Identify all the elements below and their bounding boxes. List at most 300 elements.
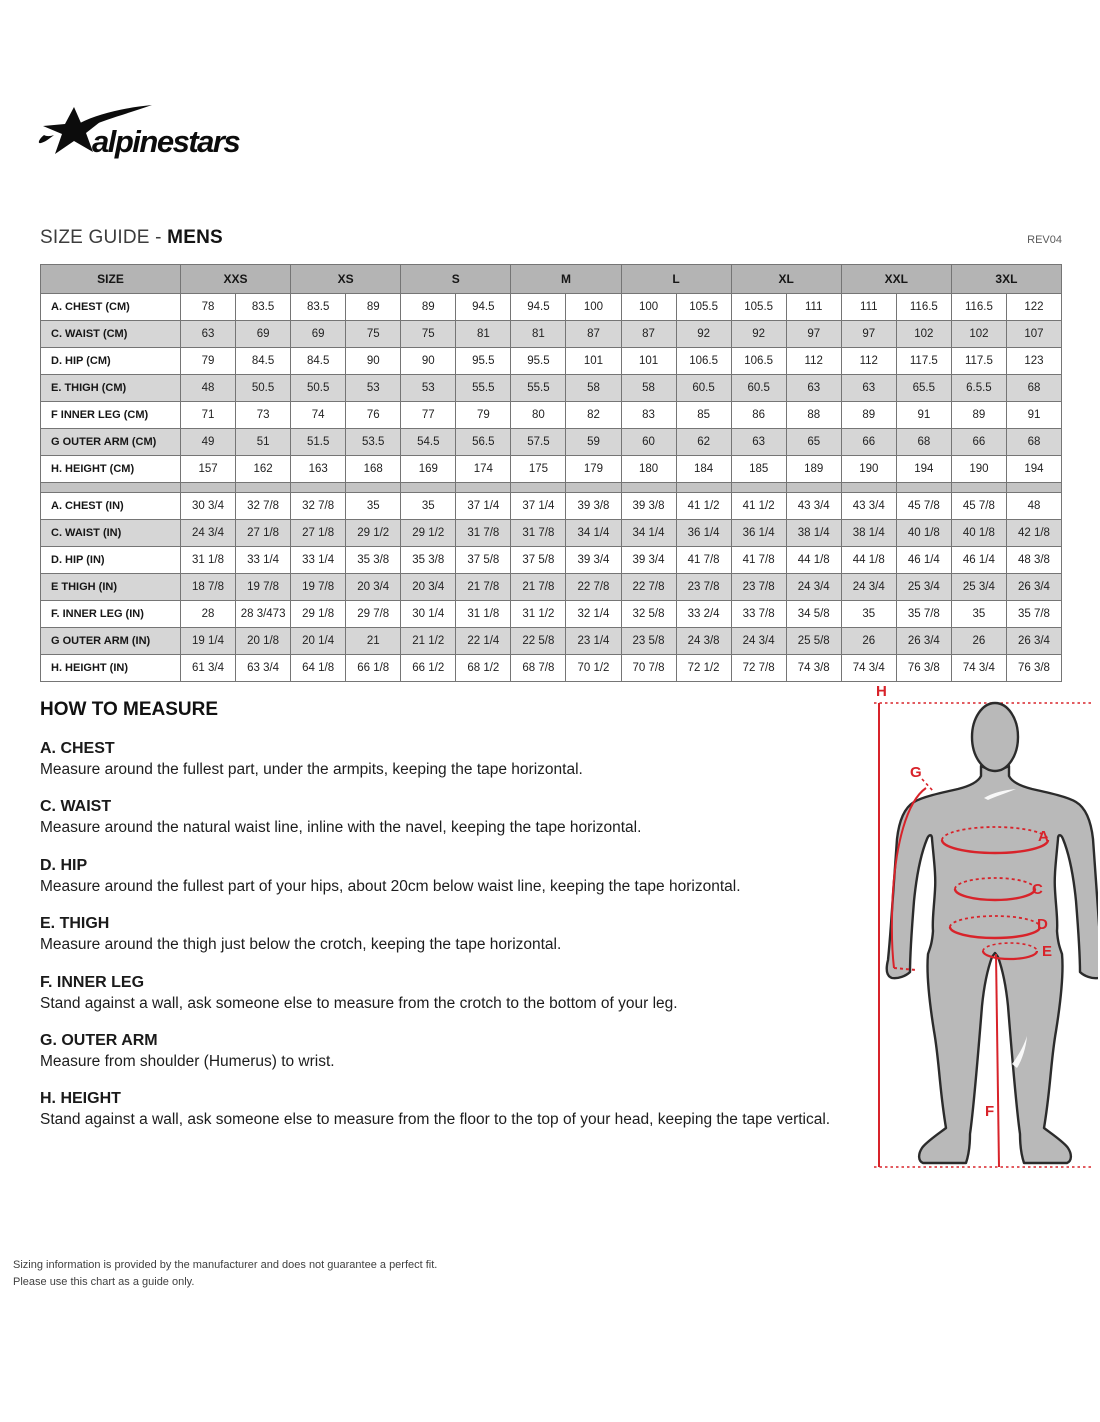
measure-item-inner-leg [40, 974, 845, 1013]
row-label: D. HIP (IN) [41, 547, 181, 574]
size-value-cell: 21 1/2 [401, 628, 456, 655]
size-value-cell: 83 [621, 402, 676, 429]
size-value-cell: 101 [621, 348, 676, 375]
size-value-cell: 46 1/4 [951, 547, 1006, 574]
size-value-cell: 92 [676, 321, 731, 348]
size-value-cell: 66 [841, 429, 896, 456]
size-value-cell: 112 [786, 348, 841, 375]
size-value-cell: 89 [951, 402, 1006, 429]
size-value-cell: 32 7/8 [291, 493, 346, 520]
size-value-cell: 70 7/8 [621, 655, 676, 682]
size-value-cell: 20 3/4 [346, 574, 401, 601]
size-value-cell: 66 [951, 429, 1006, 456]
how-to-measure-list [40, 740, 845, 1149]
size-value-cell: 24 3/4 [181, 520, 236, 547]
size-value-cell: 25 3/4 [951, 574, 1006, 601]
size-value-cell: 83.5 [291, 294, 346, 321]
size-value-cell: 84.5 [236, 348, 291, 375]
size-value-cell: 33 1/4 [291, 547, 346, 574]
size-value-cell: 77 [401, 402, 456, 429]
size-value-cell: 179 [566, 456, 621, 483]
how-to-measure-heading: HOW TO MEASURE [40, 699, 219, 720]
size-value-cell: 189 [786, 456, 841, 483]
size-value-cell: 88 [786, 402, 841, 429]
disclaimer-line-1: Sizing information is provided by the manufacturer and does not guarantee a perfect fit. [13, 1259, 438, 1271]
size-value-cell: 70 1/2 [566, 655, 621, 682]
size-value-cell: 53.5 [346, 429, 401, 456]
alpinestars-star-icon [36, 102, 276, 168]
size-value-cell: 79 [181, 348, 236, 375]
size-value-cell: 65 [786, 429, 841, 456]
size-value-cell: 111 [786, 294, 841, 321]
size-value-cell: 51 [236, 429, 291, 456]
size-value-cell: 31 7/8 [456, 520, 511, 547]
size-value-cell: 190 [951, 456, 1006, 483]
measure-item-hip [40, 857, 845, 896]
size-table-body [41, 294, 1062, 682]
diagram-label-thigh: E [1042, 943, 1053, 960]
size-value-cell: 72 7/8 [731, 655, 786, 682]
size-value-cell: 66 1/8 [346, 655, 401, 682]
measure-item-title: F. INNER LEG [40, 973, 145, 991]
column-header-3xl: 3XL [951, 265, 1061, 294]
size-value-cell: 30 3/4 [181, 493, 236, 520]
size-value-cell: 89 [401, 294, 456, 321]
size-value-cell: 44 1/8 [841, 547, 896, 574]
size-value-cell: 92 [731, 321, 786, 348]
size-value-cell: 83.5 [236, 294, 291, 321]
size-value-cell: 23 7/8 [676, 574, 731, 601]
measure-item-chest [40, 740, 845, 779]
size-value-cell: 79 [456, 402, 511, 429]
size-value-cell: 22 7/8 [621, 574, 676, 601]
body-figure-icon [866, 676, 1098, 1192]
size-value-cell: 18 7/8 [181, 574, 236, 601]
column-header-s: S [401, 265, 511, 294]
size-value-cell: 56.5 [456, 429, 511, 456]
size-value-cell: 175 [511, 456, 566, 483]
size-value-cell: 24 3/4 [841, 574, 896, 601]
size-value-cell: 91 [896, 402, 951, 429]
size-value-cell: 162 [236, 456, 291, 483]
size-value-cell: 38 1/4 [786, 520, 841, 547]
measure-item-waist [40, 798, 845, 837]
row-label: G OUTER ARM (CM) [41, 429, 181, 456]
size-value-cell: 28 3/473 [236, 601, 291, 628]
size-value-cell: 82 [566, 402, 621, 429]
size-value-cell: 61 3/4 [181, 655, 236, 682]
diagram-label-outer-arm: G [910, 764, 922, 781]
size-value-cell: 31 1/2 [511, 601, 566, 628]
table-row [41, 493, 1062, 520]
measure-item-description: Measure from shoulder (Humerus) to wrist. [40, 1052, 335, 1070]
size-value-cell: 89 [841, 402, 896, 429]
size-value-cell: 68 [1006, 429, 1061, 456]
size-value-cell: 76 [346, 402, 401, 429]
size-value-cell: 101 [566, 348, 621, 375]
size-value-cell: 37 1/4 [511, 493, 566, 520]
page-title-prefix: SIZE GUIDE - [40, 227, 168, 248]
separator-cell [181, 483, 236, 493]
size-value-cell: 51.5 [291, 429, 346, 456]
size-value-cell: 50.5 [236, 375, 291, 402]
size-value-cell: 105.5 [731, 294, 786, 321]
size-value-cell: 46 1/4 [896, 547, 951, 574]
size-value-cell: 90 [346, 348, 401, 375]
page-title-gender: MENS [167, 227, 223, 248]
size-value-cell: 100 [621, 294, 676, 321]
size-value-cell: 31 7/8 [511, 520, 566, 547]
row-label: H. HEIGHT (CM) [41, 456, 181, 483]
column-header-xl: XL [731, 265, 841, 294]
row-label: H. HEIGHT (IN) [41, 655, 181, 682]
size-value-cell: 30 1/4 [401, 601, 456, 628]
size-value-cell: 41 1/2 [731, 493, 786, 520]
size-value-cell: 102 [896, 321, 951, 348]
size-value-cell: 68 [896, 429, 951, 456]
column-header-l: L [621, 265, 731, 294]
size-value-cell: 112 [841, 348, 896, 375]
separator-cell [346, 483, 401, 493]
size-value-cell: 53 [346, 375, 401, 402]
size-value-cell: 32 7/8 [236, 493, 291, 520]
alpinestars-logo [36, 102, 276, 168]
diagram-label-waist: C [1032, 881, 1043, 898]
size-value-cell: 57.5 [511, 429, 566, 456]
size-value-cell: 73 [236, 402, 291, 429]
size-value-cell: 75 [401, 321, 456, 348]
size-value-cell: 24 3/4 [731, 628, 786, 655]
size-value-cell: 39 3/4 [621, 547, 676, 574]
size-value-cell: 35 7/8 [896, 601, 951, 628]
size-value-cell: 23 1/4 [566, 628, 621, 655]
size-value-cell: 26 3/4 [1006, 628, 1061, 655]
size-value-cell: 41 1/2 [676, 493, 731, 520]
size-value-cell: 63 [181, 321, 236, 348]
size-value-cell: 100 [566, 294, 621, 321]
measure-item-description: Measure around the natural waist line, inline with the navel, keeping the tape horizontal. [40, 819, 642, 837]
size-value-cell: 29 1/2 [401, 520, 456, 547]
size-value-cell: 23 7/8 [731, 574, 786, 601]
size-value-cell: 20 1/8 [236, 628, 291, 655]
size-value-cell: 26 3/4 [1006, 574, 1061, 601]
size-value-cell: 97 [841, 321, 896, 348]
measure-item-description: Stand against a wall, ask someone else to measure from the floor to the top of your head, keeping the tape vertical. [40, 1111, 831, 1129]
table-row [41, 628, 1062, 655]
size-value-cell: 184 [676, 456, 731, 483]
size-value-cell: 35 3/8 [346, 547, 401, 574]
size-value-cell: 32 1/4 [566, 601, 621, 628]
size-value-cell: 33 2/4 [676, 601, 731, 628]
size-value-cell: 91 [1006, 402, 1061, 429]
size-value-cell: 84.5 [291, 348, 346, 375]
size-value-cell: 34 1/4 [566, 520, 621, 547]
size-value-cell: 48 3/8 [1006, 547, 1061, 574]
size-value-cell: 95.5 [456, 348, 511, 375]
size-value-cell: 102 [951, 321, 1006, 348]
measure-item-title: E. THIGH [40, 915, 110, 933]
size-value-cell: 94.5 [511, 294, 566, 321]
size-value-cell: 60 [621, 429, 676, 456]
measure-item-outer-arm [40, 1032, 845, 1071]
size-value-cell: 41 7/8 [676, 547, 731, 574]
size-value-cell: 22 5/8 [511, 628, 566, 655]
disclaimer-line-2: Please use this chart as a guide only. [13, 1276, 195, 1289]
size-value-cell: 58 [566, 375, 621, 402]
table-header-row [41, 265, 1062, 294]
size-value-cell: 39 3/8 [566, 493, 621, 520]
size-value-cell: 59 [566, 429, 621, 456]
size-value-cell: 194 [896, 456, 951, 483]
measure-item-description: Measure around the fullest part of your hips, about 20cm below waist line, keeping the tape horizontal. [40, 877, 741, 895]
size-value-cell: 122 [1006, 294, 1061, 321]
size-value-cell: 76 3/8 [1006, 655, 1061, 682]
size-value-cell: 71 [181, 402, 236, 429]
size-value-cell: 157 [181, 456, 236, 483]
separator-cell [1006, 483, 1061, 493]
row-label: F INNER LEG (CM) [41, 402, 181, 429]
measure-item-description: Stand against a wall, ask someone else to measure from the crotch to the bottom of your leg. [40, 994, 678, 1012]
table-row [41, 574, 1062, 601]
size-value-cell: 85 [676, 402, 731, 429]
size-value-cell: 28 [181, 601, 236, 628]
measure-item-title: A. CHEST [40, 740, 115, 757]
size-value-cell: 63 [841, 375, 896, 402]
size-value-cell: 116.5 [951, 294, 1006, 321]
size-value-cell: 78 [181, 294, 236, 321]
size-value-cell: 95.5 [511, 348, 566, 375]
size-value-cell: 43 3/4 [841, 493, 896, 520]
separator-cell [401, 483, 456, 493]
size-value-cell: 60.5 [731, 375, 786, 402]
size-value-cell: 87 [621, 321, 676, 348]
size-value-cell: 58 [621, 375, 676, 402]
measure-item-title: G. OUTER ARM [40, 1031, 158, 1049]
size-value-cell: 68 [1006, 375, 1061, 402]
size-guide-table [40, 264, 1062, 682]
row-label: D. HIP (CM) [41, 348, 181, 375]
size-value-cell: 40 1/8 [896, 520, 951, 547]
size-value-cell: 33 7/8 [731, 601, 786, 628]
size-value-cell: 117.5 [951, 348, 1006, 375]
size-value-cell: 19 1/4 [181, 628, 236, 655]
size-value-cell: 39 3/4 [566, 547, 621, 574]
size-value-cell: 26 [951, 628, 1006, 655]
separator-cell [511, 483, 566, 493]
size-value-cell: 86 [731, 402, 786, 429]
size-value-cell: 48 [1006, 493, 1061, 520]
size-value-cell: 66 1/2 [401, 655, 456, 682]
table-row [41, 348, 1062, 375]
size-value-cell: 63 [731, 429, 786, 456]
row-label: C. WAIST (CM) [41, 321, 181, 348]
separator-cell [621, 483, 676, 493]
size-value-cell: 35 [951, 601, 1006, 628]
size-value-cell: 39 3/8 [621, 493, 676, 520]
size-value-cell: 76 3/8 [896, 655, 951, 682]
separator-cell [731, 483, 786, 493]
table-row [41, 402, 1062, 429]
size-value-cell: 97 [786, 321, 841, 348]
size-value-cell: 169 [401, 456, 456, 483]
size-value-cell: 105.5 [676, 294, 731, 321]
logo-wordmark: alpinestars [92, 124, 240, 159]
size-value-cell: 60.5 [676, 375, 731, 402]
size-value-cell: 48 [181, 375, 236, 402]
size-value-cell: 43 3/4 [786, 493, 841, 520]
size-value-cell: 37 1/4 [456, 493, 511, 520]
table-row [41, 429, 1062, 456]
size-value-cell: 68 1/2 [456, 655, 511, 682]
size-value-cell: 65.5 [896, 375, 951, 402]
row-label: G OUTER ARM (IN) [41, 628, 181, 655]
separator-cell [951, 483, 1006, 493]
size-value-cell: 74 3/8 [786, 655, 841, 682]
size-value-cell: 123 [1006, 348, 1061, 375]
measure-item-title: D. HIP [40, 856, 88, 874]
size-value-cell: 74 3/4 [841, 655, 896, 682]
size-value-cell: 33 1/4 [236, 547, 291, 574]
measure-item-height [40, 1090, 845, 1129]
size-value-cell: 31 1/8 [181, 547, 236, 574]
separator-cell [841, 483, 896, 493]
size-value-cell: 74 3/4 [951, 655, 1006, 682]
size-value-cell: 53 [401, 375, 456, 402]
diagram-label-height: H [876, 683, 887, 700]
size-value-cell: 64 1/8 [291, 655, 346, 682]
size-value-cell: 44 1/8 [786, 547, 841, 574]
column-header-size: SIZE [41, 265, 181, 294]
size-value-cell: 35 [841, 601, 896, 628]
size-value-cell: 174 [456, 456, 511, 483]
size-value-cell: 26 3/4 [896, 628, 951, 655]
size-value-cell: 41 7/8 [731, 547, 786, 574]
measure-item-description: Measure around the thigh just below the crotch, keeping the tape horizontal. [40, 936, 562, 954]
size-value-cell: 54.5 [401, 429, 456, 456]
size-value-cell: 45 7/8 [896, 493, 951, 520]
size-value-cell: 27 1/8 [236, 520, 291, 547]
size-value-cell: 194 [1006, 456, 1061, 483]
diagram-label-hip: D [1037, 916, 1048, 933]
size-value-cell: 29 1/8 [291, 601, 346, 628]
size-value-cell: 168 [346, 456, 401, 483]
table-row [41, 520, 1062, 547]
size-value-cell: 87 [566, 321, 621, 348]
size-value-cell: 36 1/4 [676, 520, 731, 547]
row-label: C. WAIST (IN) [41, 520, 181, 547]
size-value-cell: 32 5/8 [621, 601, 676, 628]
size-value-cell: 62 [676, 429, 731, 456]
size-value-cell: 68 7/8 [511, 655, 566, 682]
row-label: E THIGH (IN) [41, 574, 181, 601]
size-value-cell: 31 1/8 [456, 601, 511, 628]
separator-cell [236, 483, 291, 493]
measure-item-description: Measure around the fullest part, under the armpits, keeping the tape horizontal. [40, 761, 583, 778]
revision-label: REV04 [1027, 234, 1062, 246]
diagram-label-inner-leg: F [985, 1103, 995, 1120]
size-value-cell: 34 5/8 [786, 601, 841, 628]
size-value-cell: 21 [346, 628, 401, 655]
size-value-cell: 21 7/8 [456, 574, 511, 601]
separator-cell [566, 483, 621, 493]
size-value-cell: 38 1/4 [841, 520, 896, 547]
table-row [41, 375, 1062, 402]
diagram-label-chest: A [1038, 828, 1049, 845]
column-header-xs: XS [291, 265, 401, 294]
size-value-cell: 22 7/8 [566, 574, 621, 601]
table-row [41, 456, 1062, 483]
separator-cell [786, 483, 841, 493]
size-value-cell: 45 7/8 [951, 493, 1006, 520]
row-label: F. INNER LEG (IN) [41, 601, 181, 628]
measure-item-title: H. HEIGHT [40, 1090, 121, 1108]
row-label: E. THIGH (CM) [41, 375, 181, 402]
size-value-cell: 35 7/8 [1006, 601, 1061, 628]
size-value-cell: 72 1/2 [676, 655, 731, 682]
size-value-cell: 163 [291, 456, 346, 483]
size-value-cell: 37 5/8 [456, 547, 511, 574]
table-row [41, 547, 1062, 574]
size-value-cell: 94.5 [456, 294, 511, 321]
size-value-cell: 40 1/8 [951, 520, 1006, 547]
table-row [41, 601, 1062, 628]
measure-item-thigh [40, 915, 845, 954]
size-value-cell: 24 3/8 [676, 628, 731, 655]
row-label: A. CHEST (CM) [41, 294, 181, 321]
size-value-cell: 26 [841, 628, 896, 655]
size-value-cell: 21 7/8 [511, 574, 566, 601]
row-label: A. CHEST (IN) [41, 493, 181, 520]
size-value-cell: 49 [181, 429, 236, 456]
size-value-cell: 81 [456, 321, 511, 348]
size-value-cell: 63 [786, 375, 841, 402]
size-value-cell: 35 3/8 [401, 547, 456, 574]
size-value-cell: 190 [841, 456, 896, 483]
size-value-cell: 34 1/4 [621, 520, 676, 547]
size-value-cell: 90 [401, 348, 456, 375]
size-value-cell: 180 [621, 456, 676, 483]
size-value-cell: 36 1/4 [731, 520, 786, 547]
size-value-cell: 75 [346, 321, 401, 348]
separator-cell [896, 483, 951, 493]
size-value-cell: 19 7/8 [236, 574, 291, 601]
size-value-cell: 106.5 [676, 348, 731, 375]
size-value-cell: 19 7/8 [291, 574, 346, 601]
table-row [41, 294, 1062, 321]
size-value-cell: 29 1/2 [346, 520, 401, 547]
size-value-cell: 20 3/4 [401, 574, 456, 601]
size-value-cell: 24 3/4 [786, 574, 841, 601]
disclaimer [13, 1257, 437, 1291]
size-value-cell: 25 3/4 [896, 574, 951, 601]
size-value-cell: 23 5/8 [621, 628, 676, 655]
size-value-cell: 27 1/8 [291, 520, 346, 547]
size-value-cell: 185 [731, 456, 786, 483]
size-value-cell: 74 [291, 402, 346, 429]
size-value-cell: 35 [401, 493, 456, 520]
column-header-xxs: XXS [181, 265, 291, 294]
size-value-cell: 111 [841, 294, 896, 321]
separator-cell [456, 483, 511, 493]
table-row [41, 321, 1062, 348]
size-value-cell: 106.5 [731, 348, 786, 375]
size-value-cell: 50.5 [291, 375, 346, 402]
size-value-cell: 69 [236, 321, 291, 348]
size-value-cell: 116.5 [896, 294, 951, 321]
size-value-cell: 117.5 [896, 348, 951, 375]
size-value-cell: 25 5/8 [786, 628, 841, 655]
size-value-cell: 20 1/4 [291, 628, 346, 655]
